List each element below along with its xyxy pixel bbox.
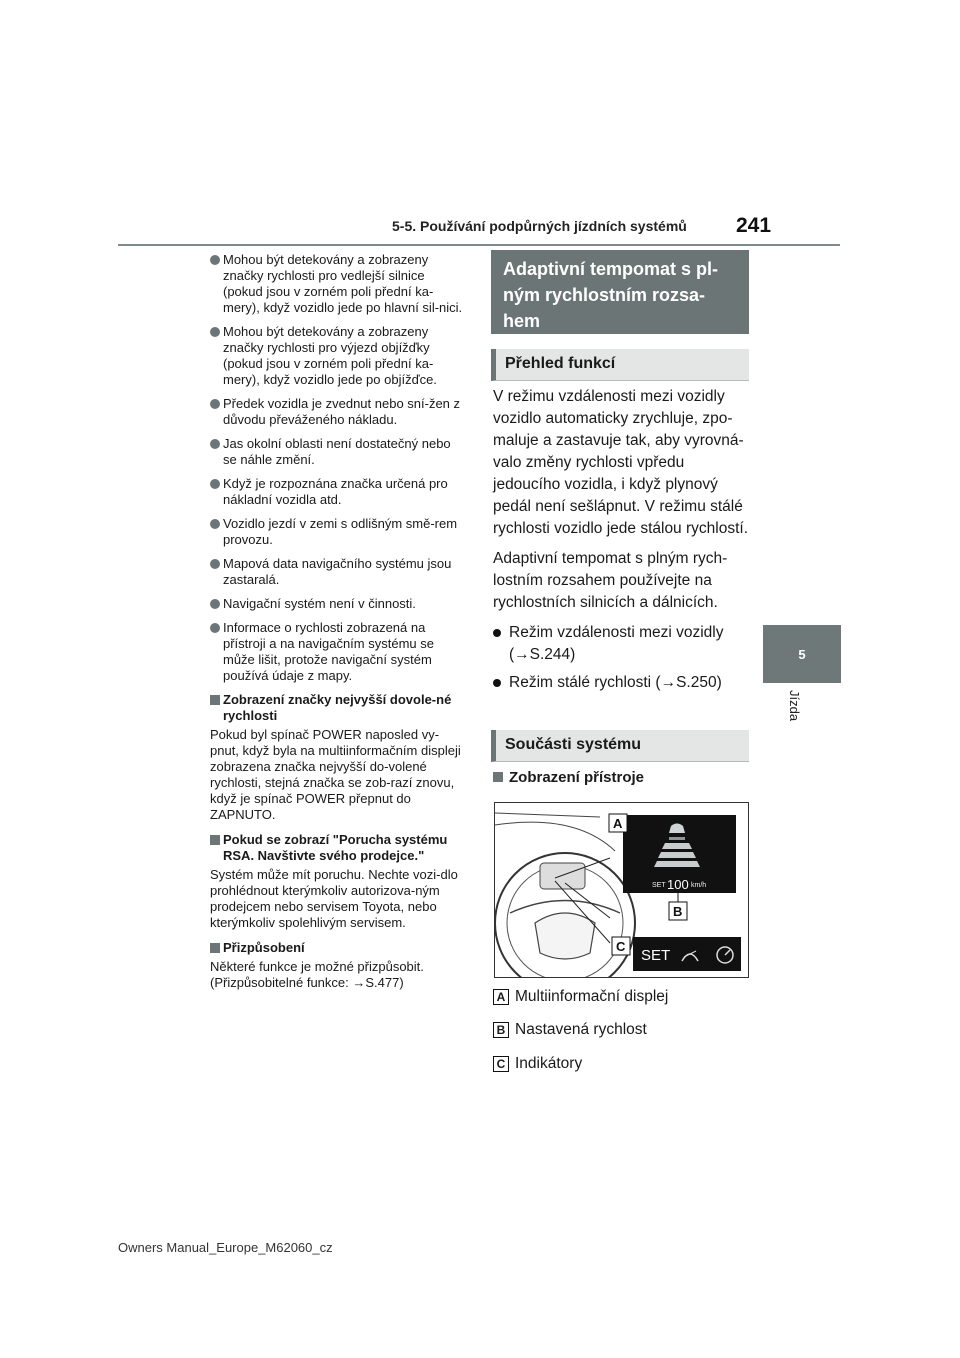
list-item: Mapová data navigačního systému jsou zastaralá. <box>210 556 466 588</box>
bullet-icon <box>210 519 220 529</box>
list-item: Vozidlo jezdí v zemi s odlišným smě-rem provozu. <box>210 516 466 548</box>
bullet-icon <box>210 599 220 609</box>
legend-letter: B <box>493 1022 509 1038</box>
instrument-illustration <box>495 803 749 978</box>
overview-heading: Přehled funkcí <box>491 349 749 381</box>
bullet-icon <box>210 439 220 449</box>
main-title: Adaptivní tempomat s pl-ným rychlostním rozsa-hem <box>491 250 749 334</box>
svg-text:B: B <box>673 904 683 919</box>
bullet-icon <box>493 629 501 637</box>
mode-item: Režim stálé rychlosti (→S.250) <box>493 672 755 694</box>
overview-paragraph-1: V režimu vzdálenosti mezi vozidly vozidlo automaticky zrychluje, zpo-maluje a zastavuje tak, aby vyrovná-valo změny rychlosti vpředu jedoucího vozidla, i když plynový pedál není sešlápnut. V režimu stálé rychlosti vozidlo jede stálou rychlostí. <box>493 388 749 537</box>
bullet-icon <box>210 327 220 337</box>
square-bullet-icon <box>210 943 220 953</box>
legend-text: Multiinformační displej <box>515 988 669 1005</box>
display-heading: Zobrazení přístroje <box>493 769 644 786</box>
list-item: Mohou být detekovány a zobrazeny značky rychlosti pro výjezd objížďky (pokud jsou v zorném poli přední ka-mery), když vozidlo jede po objížďce. <box>210 324 466 388</box>
left-column <box>210 252 466 1000</box>
legend-item-c <box>493 1055 582 1073</box>
list-item: Mohou být detekovány a zobrazeny značky rychlosti pro vedlejší silnice (pokud jsou v zorném poli přední ka-mery), když vozidlo jede po hlavní sil-nici. <box>210 252 466 316</box>
chapter-number: 5 <box>798 646 806 662</box>
legend-text: Nastavená rychlost <box>515 1021 647 1038</box>
legend-item-b <box>493 1021 647 1039</box>
subsection-heading: Pokud se zobrazí "Porucha systému RSA. Navštivte svého prodejce." <box>210 832 466 864</box>
subsection-body: Některé funkce je možné přizpůsobit. (Přizpůsobitelné funkce: →S.477) <box>210 959 424 990</box>
legend-letter: C <box>493 1056 509 1072</box>
list-item: Jas okolní oblasti není dostatečný nebo se náhle změní. <box>210 436 466 468</box>
list-item: Informace o rychlosti zobrazená na přístroji a na navigačním systému se může lišit, protože navigační systém používá údaje z mapy. <box>210 620 466 684</box>
list-item: Předek vozidla je zvednut nebo sní-žen z důvodu převáženého nákladu. <box>210 396 466 428</box>
bullet-icon <box>210 623 220 633</box>
bullet-icon <box>210 479 220 489</box>
components-heading: Součásti systému <box>491 730 749 762</box>
list-item: Navigační systém není v činnosti. <box>210 596 466 612</box>
svg-text:A: A <box>613 816 623 831</box>
list-item: Když je rozpoznána značka určená pro nákladní vozidla atd. <box>210 476 466 508</box>
section-title: 5-5. Používání podpůrných jízdních systémů <box>392 218 687 234</box>
subsection-heading: Přizpůsobení <box>210 940 466 956</box>
mid-unit-text: km/h <box>691 882 707 889</box>
legend-text: Indikátory <box>515 1055 583 1072</box>
bullet-icon <box>210 559 220 569</box>
bullet-icon <box>210 399 220 409</box>
overview-text <box>493 386 755 700</box>
overview-paragraph-2: Adaptivní tempomat s plným rych-lostním rozsahem používejte na rychlostních silnicích a dálnicích. <box>493 550 728 611</box>
square-bullet-icon <box>210 695 220 705</box>
bullet-icon <box>493 679 501 687</box>
instrument-figure <box>494 802 749 978</box>
mode-item: Režim vzdálenosti mezi vozidly (→S.244) <box>493 622 755 666</box>
legend-item-a <box>493 988 668 1006</box>
page-number: 241 <box>736 214 772 237</box>
header-divider <box>118 244 840 246</box>
svg-text:C: C <box>616 939 626 954</box>
subsection-body: Pokud byl spínač POWER naposled vy-pnut, když byla na multiinformačním displeji zobrazena značka nejvyšší do-volené rychlosti, stejná značka se zob-razí znovu, když je spínač POWER přepnut do ZAPNUTO. <box>210 727 461 822</box>
mid-speed-text: 100 <box>667 877 689 892</box>
bullet-icon <box>210 255 220 265</box>
chapter-tab <box>763 625 841 683</box>
square-bullet-icon <box>493 772 503 782</box>
indicator-set-text: SET <box>641 947 671 964</box>
mid-set-text: SET <box>652 882 666 889</box>
legend-letter: A <box>493 989 509 1005</box>
chapter-label-wrap <box>782 690 806 750</box>
chapter-label: Jízda <box>787 690 802 722</box>
subsection-heading: Zobrazení značky nejvyšší dovole-né rychlosti <box>210 692 466 724</box>
footer-text: Owners Manual_Europe_M62060_cz <box>118 1240 333 1255</box>
subsection-body: Systém může mít poruchu. Nechte vozi-dlo prohlédnout kterýmkoliv autorizova-ným prodejcem nebo servisem Toyota, nebo kterýmkoliv spolehlivým servisem. <box>210 867 458 930</box>
square-bullet-icon <box>210 835 220 845</box>
